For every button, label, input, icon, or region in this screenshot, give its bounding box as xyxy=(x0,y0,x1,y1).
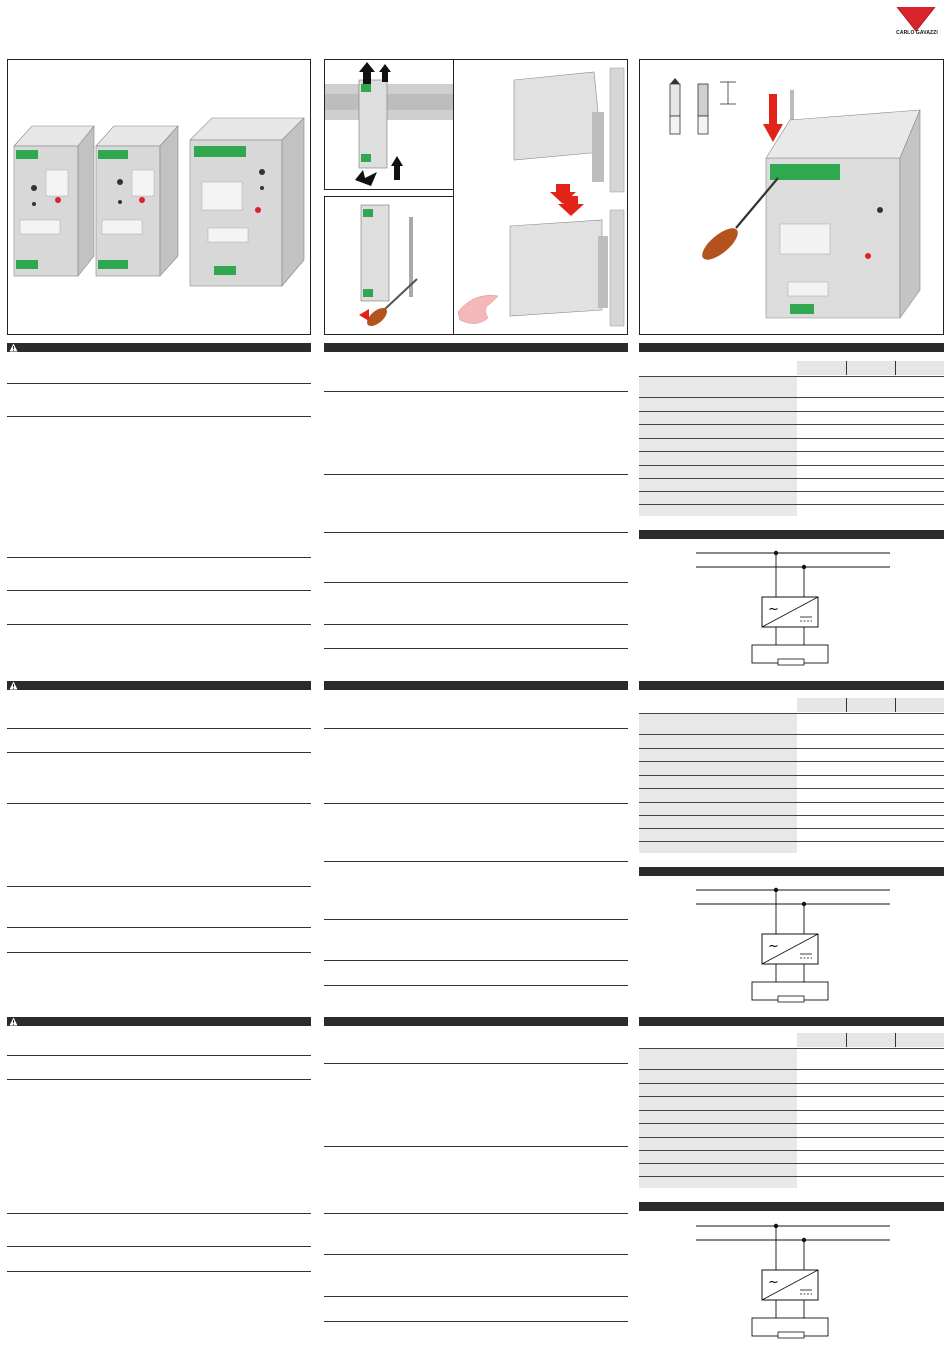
divider xyxy=(324,532,628,533)
divider xyxy=(7,886,311,887)
divider xyxy=(324,1146,628,1147)
section-1-col-a-header xyxy=(7,343,311,352)
divider xyxy=(7,952,311,953)
divider xyxy=(7,557,311,558)
divider xyxy=(7,590,311,591)
divider xyxy=(324,1213,628,1214)
divider xyxy=(7,803,311,804)
divider xyxy=(7,1079,311,1080)
section-1-col-b-header xyxy=(324,343,628,352)
table-col-sep xyxy=(846,1033,847,1047)
divider xyxy=(324,1063,628,1064)
table-row xyxy=(639,788,944,789)
table-row xyxy=(639,1048,944,1049)
table-row xyxy=(639,451,944,452)
table-row xyxy=(639,748,944,749)
divider xyxy=(324,582,628,583)
wiring-diagram xyxy=(690,1218,895,1343)
section-2-diagram-header xyxy=(639,867,944,876)
wiring-panel xyxy=(639,59,944,335)
table-row xyxy=(639,411,944,412)
divider xyxy=(7,383,311,384)
divider xyxy=(324,1296,628,1297)
divider xyxy=(324,648,628,649)
ac-dc-converter-icon: ~ xyxy=(768,1275,779,1290)
table-row xyxy=(639,1137,944,1138)
brand-name: CARLO GAVAZZI xyxy=(896,30,938,36)
divider xyxy=(7,1213,311,1214)
table-column-headers xyxy=(797,361,944,375)
table-col-sep xyxy=(895,698,896,712)
divider xyxy=(7,1055,311,1056)
table-row xyxy=(639,478,944,479)
table-row xyxy=(639,397,944,398)
section-3-col-a-header xyxy=(7,1017,311,1026)
section-1-table-header xyxy=(639,343,944,352)
table-row xyxy=(639,504,944,505)
table-column-headers xyxy=(797,698,944,712)
table-row xyxy=(639,465,944,466)
divider xyxy=(324,728,628,729)
divider xyxy=(7,1246,311,1247)
table-row xyxy=(639,841,944,842)
rail-side-panel xyxy=(453,59,628,335)
table-row xyxy=(639,1150,944,1151)
ac-dc-converter-icon: ~ xyxy=(768,602,779,617)
table-row xyxy=(639,1123,944,1124)
divider xyxy=(324,919,628,920)
product-photo-panel xyxy=(7,59,311,335)
section-3-col-b-header xyxy=(324,1017,628,1026)
divider xyxy=(324,960,628,961)
table-row xyxy=(639,1069,944,1070)
brand-logo xyxy=(891,7,941,43)
wiring-diagram xyxy=(690,882,895,1007)
mounting-panel xyxy=(324,59,454,190)
divider xyxy=(7,752,311,753)
divider xyxy=(324,624,628,625)
table-row xyxy=(639,491,944,492)
warning-triangle-icon xyxy=(9,1017,18,1026)
table-col-sep xyxy=(846,361,847,375)
warning-triangle-icon xyxy=(9,681,18,690)
table-row xyxy=(639,438,944,439)
table-row xyxy=(639,376,944,377)
table-row xyxy=(639,828,944,829)
table-row xyxy=(639,424,944,425)
table-row xyxy=(639,734,944,735)
removal-panel xyxy=(324,196,454,335)
table-row xyxy=(639,1176,944,1177)
divider xyxy=(324,391,628,392)
divider xyxy=(324,985,628,986)
table-row xyxy=(639,815,944,816)
section-2-table-header xyxy=(639,681,944,690)
divider xyxy=(324,1254,628,1255)
divider xyxy=(7,624,311,625)
table-row xyxy=(639,761,944,762)
divider xyxy=(324,861,628,862)
section-3-diagram-header xyxy=(639,1202,944,1211)
table-col-sep xyxy=(895,1033,896,1047)
divider xyxy=(324,803,628,804)
table-row xyxy=(639,1110,944,1111)
divider xyxy=(7,927,311,928)
wiring-diagram xyxy=(690,545,895,670)
section-1-diagram-header xyxy=(639,530,944,539)
warning-triangle-icon xyxy=(9,343,18,352)
section-3-table-header xyxy=(639,1017,944,1026)
divider xyxy=(324,474,628,475)
divider xyxy=(7,1271,311,1272)
divider xyxy=(7,416,311,417)
table-row xyxy=(639,713,944,714)
ac-dc-converter-icon: ~ xyxy=(768,939,779,954)
table-row xyxy=(639,1096,944,1097)
table-row xyxy=(639,1083,944,1084)
table-col-sep xyxy=(895,361,896,375)
table-row xyxy=(639,775,944,776)
table-column-headers xyxy=(797,1033,944,1047)
section-2-col-a-header xyxy=(7,681,311,690)
table-row xyxy=(639,1163,944,1164)
divider xyxy=(324,1321,628,1322)
power-supply-units-illustration xyxy=(8,60,310,334)
table-row xyxy=(639,802,944,803)
table-col-sep xyxy=(846,698,847,712)
section-2-col-b-header xyxy=(324,681,628,690)
divider xyxy=(7,728,311,729)
